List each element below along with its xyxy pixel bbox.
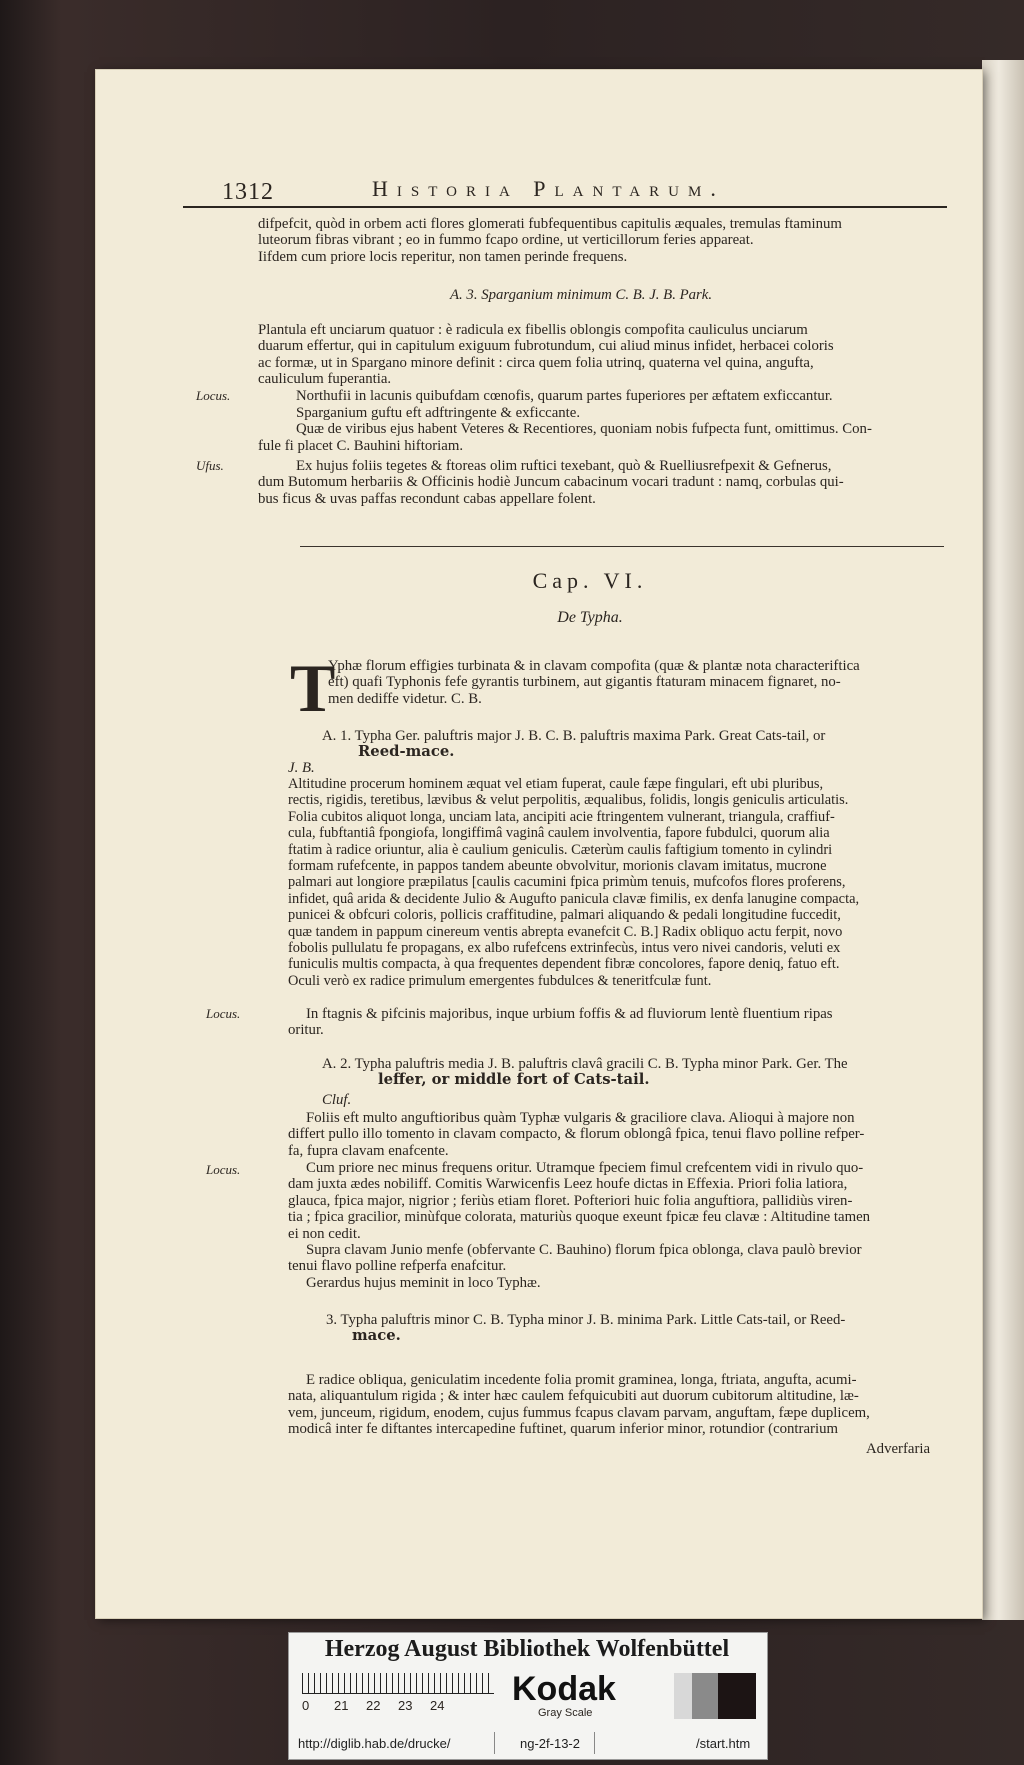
text-line: rectis, rigidis, teretibus, lævibus & velut perpolitis, æqualibus, folidis, longis geniculis articulatis. <box>288 792 849 809</box>
start-link: /start.htm <box>696 1736 751 1751</box>
page-number: 1312 <box>222 179 274 205</box>
text-line: vem, junceum, rigidum, enodem, cujus fummus fcapus clavam parvam, anguftam, fæpe duplicem, <box>288 1404 870 1421</box>
gray-swatch <box>718 1673 756 1719</box>
gray-swatch <box>674 1673 692 1719</box>
typha-media-description <box>288 1110 948 1159</box>
source-citation: J. B. <box>288 760 315 776</box>
typha-minor-heading <box>326 1312 948 1345</box>
text-line: Folia cubitos aliquot longa, unciam lata, ancipiti acie ftringentem vulnerant, triangula, craffiuf- <box>288 808 835 825</box>
typha-major-locus <box>288 1006 948 1039</box>
text-line: men dediffe videtur. C. B. <box>328 690 482 707</box>
text-line: palmari aut longiore præpilatus [caulis cacumini fpica primùm tenuis, mufcofos flores proferens, <box>288 874 846 891</box>
text-line: duarum effertur, qui in capitulum exiguum fubrotundum, cui aliud minus infidet, herbacei coloris <box>258 338 834 355</box>
text-line: ftatim à radice oriuntur, alia è caulium geniculis. Cæterùm caulis faftigium tomento in cylindri <box>288 841 833 858</box>
text-line: mace. <box>352 1327 401 1345</box>
divider <box>594 1732 595 1754</box>
typha-media-heading <box>322 1056 948 1089</box>
margin-note-locus: Locus. <box>196 388 231 403</box>
text-line: Reed-mace. <box>358 743 455 761</box>
species-vires <box>258 405 946 454</box>
text-line: eft) quafi Typhonis fefe gyrantis turbinem, aut gigantis ftaturam minacem fignaret, no- <box>328 674 841 691</box>
text-line: bus ficus & uvas paffas recondunt cabas appellare folent. <box>258 490 596 507</box>
text-line: punicei & obfcuri coloris, pollicis craffitudine, palmari aliquando & pedali longitudine fuccedit, <box>288 907 841 924</box>
ruler-number: 22 <box>366 1698 381 1713</box>
ruler-number: 23 <box>398 1698 413 1713</box>
text-line: funiculis multis compacta, à qua frequentes dependent fibræ concolores, fapore deniq, fatuo eft. <box>288 956 840 973</box>
shelfmark: ng-2f-13-2 <box>520 1736 580 1751</box>
text-line: E radice obliqua, geniculatim incedente folia promit graminea, longa, ftriata, angufta, acumi- <box>306 1372 857 1388</box>
ruler-number: 24 <box>430 1698 445 1713</box>
chapter-title: Cap. VI. <box>532 568 648 593</box>
typha-minor-description <box>288 1372 948 1438</box>
text-line: Iifdem cum priore locis reperitur, non tamen perinde frequens. <box>258 248 628 265</box>
text-line: Yphæ florum effigies turbinata & in clavam compofita (quæ & plantæ nota characteriftica <box>328 658 860 674</box>
text-line: formam rufefcente, in pappos tandem abeunte obvolvitur, morionis clavam imitatus, mucrone <box>288 858 827 875</box>
margin-note-locus: Locus. <box>206 1006 241 1021</box>
library-url: http://diglib.hab.de/drucke/ <box>298 1736 451 1751</box>
library-name: Herzog August Bibliothek Wolfenbüttel <box>324 1636 730 1662</box>
catchword: Adverfaria <box>866 1441 931 1457</box>
text-line: Sparganium guftu eft adftringente & exficcante. <box>296 405 581 421</box>
text-line: fa, fupra clavam enafcente. <box>288 1142 449 1159</box>
text-line: ei non cedit. <box>288 1225 361 1242</box>
intro-paragraph <box>258 216 946 265</box>
section-rule <box>300 546 944 547</box>
text-line: A. 1. Typha Ger. paluftris major J. B. C. B. paluftris maxima Park. Great Cats-tail, or <box>322 728 826 744</box>
text-line: tenui flavo polline refperfa enafcitur. <box>288 1258 507 1275</box>
header-rule <box>183 206 947 208</box>
next-page-edge <box>982 60 1024 1620</box>
text-line: 3. Typha paluftris minor C. B. Typha minor J. B. minima Park. Little Cats-tail, or Reed- <box>326 1312 846 1328</box>
species-usus <box>258 458 946 507</box>
chapter-intro <box>328 658 948 707</box>
text-line: dum Butomum herbariis & Officinis hodiè Juncum cabacinum vocari tradunt : namq, corbulas qui- <box>258 474 844 491</box>
text-line: Foliis eft multo anguftioribus quàm Typhæ vulgaris & graciliore clava. Alioqui à majore non <box>306 1110 855 1126</box>
text-line: oritur. <box>288 1022 324 1039</box>
divider <box>494 1732 495 1754</box>
chapter-subtitle: De Typha. <box>557 609 623 626</box>
text-line: Quæ de viribus ejus habent Veteres & Recentiores, quoniam nobis fufpecta funt, omittimus. Con- <box>296 421 872 438</box>
text-line: glauca, fpica major, nigrior ; feriùs etiam floret. Pofteriori huic folia anguftiora, pallidiùs viren- <box>288 1192 853 1209</box>
text-line: differt pullo illo tomento in clavam compacto, & florum oblongâ fpica, tenui flavo polline refper- <box>288 1126 865 1143</box>
text-line: leffer, or middle fort of Cats-tail. <box>378 1071 650 1089</box>
text-line: Altitudine procerum hominem æquat vel etiam fuperat, caule fæpe fingulari, eft ubi pluribus, <box>288 776 824 792</box>
typha-media-locus <box>288 1160 948 1291</box>
text-line: dam juxta ædes nobiliff. Comitis Warwicenfis Leez houfe dictas in Effexia. Priori folia latiora, <box>288 1176 848 1193</box>
text-line: cula, fubftantiâ fpongiofa, longiffimâ vaginâ caulem involventia, fapore fubdulci, quorum alia <box>288 825 830 842</box>
text-line: ac formæ, ut in Spargano minore definit : circa quem folia utrinq, quaterna vel quina, angufta, <box>258 354 814 371</box>
species-locus <box>296 388 946 404</box>
running-head: Historia Plantarum. <box>372 176 725 201</box>
text-line: quæ tandem in pappum cinereum ventis abrepta evanefcit C. B.] Radix obliquo actu ferpit, novo <box>288 923 843 940</box>
text-line: Ex hujus foliis tegetes & ftoreas olim ruftici texebant, quò & Ruelliusrefpexit & Gefnerus, <box>296 458 832 474</box>
text-line: Supra clavam Junio menfe (obfervante C. Bauhino) florum fpica oblonga, clava paulò brevior <box>306 1242 862 1259</box>
scale-ruler <box>302 1673 494 1694</box>
ruler-number: 21 <box>334 1698 349 1713</box>
text-line: cauliculum fuperantia. <box>258 371 392 388</box>
text-line: Cum priore nec minus frequens oritur. Utramque fpeciem fimul crefcentem vidi in rivulo quo- <box>306 1160 864 1176</box>
text-line: infidet, quâ arida & decidente Julio & Augufto panicula clavæ fimilis, ex denfa lanugine compacta, <box>288 890 860 907</box>
typha-major-heading <box>322 728 948 761</box>
text-line: fobolis pullulatu fe propagans, ex albo rufefcens extrinfecùs, intus vero nivei candoris, veluti ex <box>288 940 841 957</box>
margin-note-usus: Ufus. <box>196 458 224 473</box>
text-line: modicâ inter fe diftantes intercapedine fuftinet, quarum inferior minor, rotundior (contrarium <box>288 1421 838 1438</box>
species-heading: A. 3. Sparganium minimum C. B. J. B. Park. <box>450 287 713 303</box>
ruler-numbers <box>302 1698 462 1713</box>
text-line: Northufii in lacunis quibufdam cœnofis, quarum partes fuperiores per æftatem exficcantur. <box>296 388 833 404</box>
source-citation: Cluf. <box>322 1092 352 1108</box>
ruler-number: 0 <box>302 1698 310 1713</box>
text-line: Plantula eft unciarum quatuor : è radicula ex fibellis oblongis compofita cauliculus unciarum <box>258 322 808 338</box>
text-line: A. 2. Typha paluftris media J. B. paluftris clavâ gracili C. B. Typha minor Park. Ger. The <box>322 1056 848 1072</box>
species-description <box>258 322 946 388</box>
text-line: In ftagnis & pifcinis majoribus, inque urbium foffis & ad fluviorum lentè fluentium ripas <box>306 1006 833 1022</box>
text-line: luteorum fibras vibrant ; eo in fummo fcapo ordine, ut verticillorum feries appareat. <box>258 232 754 249</box>
text-line: tia ; fpica gracilior, minùfque colorata, maturiùs quoque exeunt fpicæ feu clavæ : Altitudine tamen <box>288 1209 871 1226</box>
gray-swatch <box>692 1673 718 1719</box>
text-line: Gerardus hujus meminit in loco Typhæ. <box>306 1274 541 1291</box>
kodak-logo: Kodak <box>512 1670 616 1708</box>
text-line: difpefcit, quòd in orbem acti flores glomerati fubfequentibus capitulis æquales, tremulas ftaminum <box>258 216 842 232</box>
gray-scale-label: Gray Scale <box>538 1707 593 1719</box>
text-line: Oculi verò ex radice primulum emergentes fubdulces & teneritfculæ funt. <box>288 972 712 989</box>
text-line: fule fi placet C. Bauhini hiftoriam. <box>258 437 464 454</box>
text-line: nata, aliquantulum rigida ; & inter hæc caulem fefquicubiti aut duorum cubitorum altitudine, læ- <box>288 1388 859 1405</box>
margin-note-locus: Locus. <box>206 1162 241 1177</box>
typha-major-description <box>288 776 948 989</box>
drop-cap: T <box>290 650 336 726</box>
